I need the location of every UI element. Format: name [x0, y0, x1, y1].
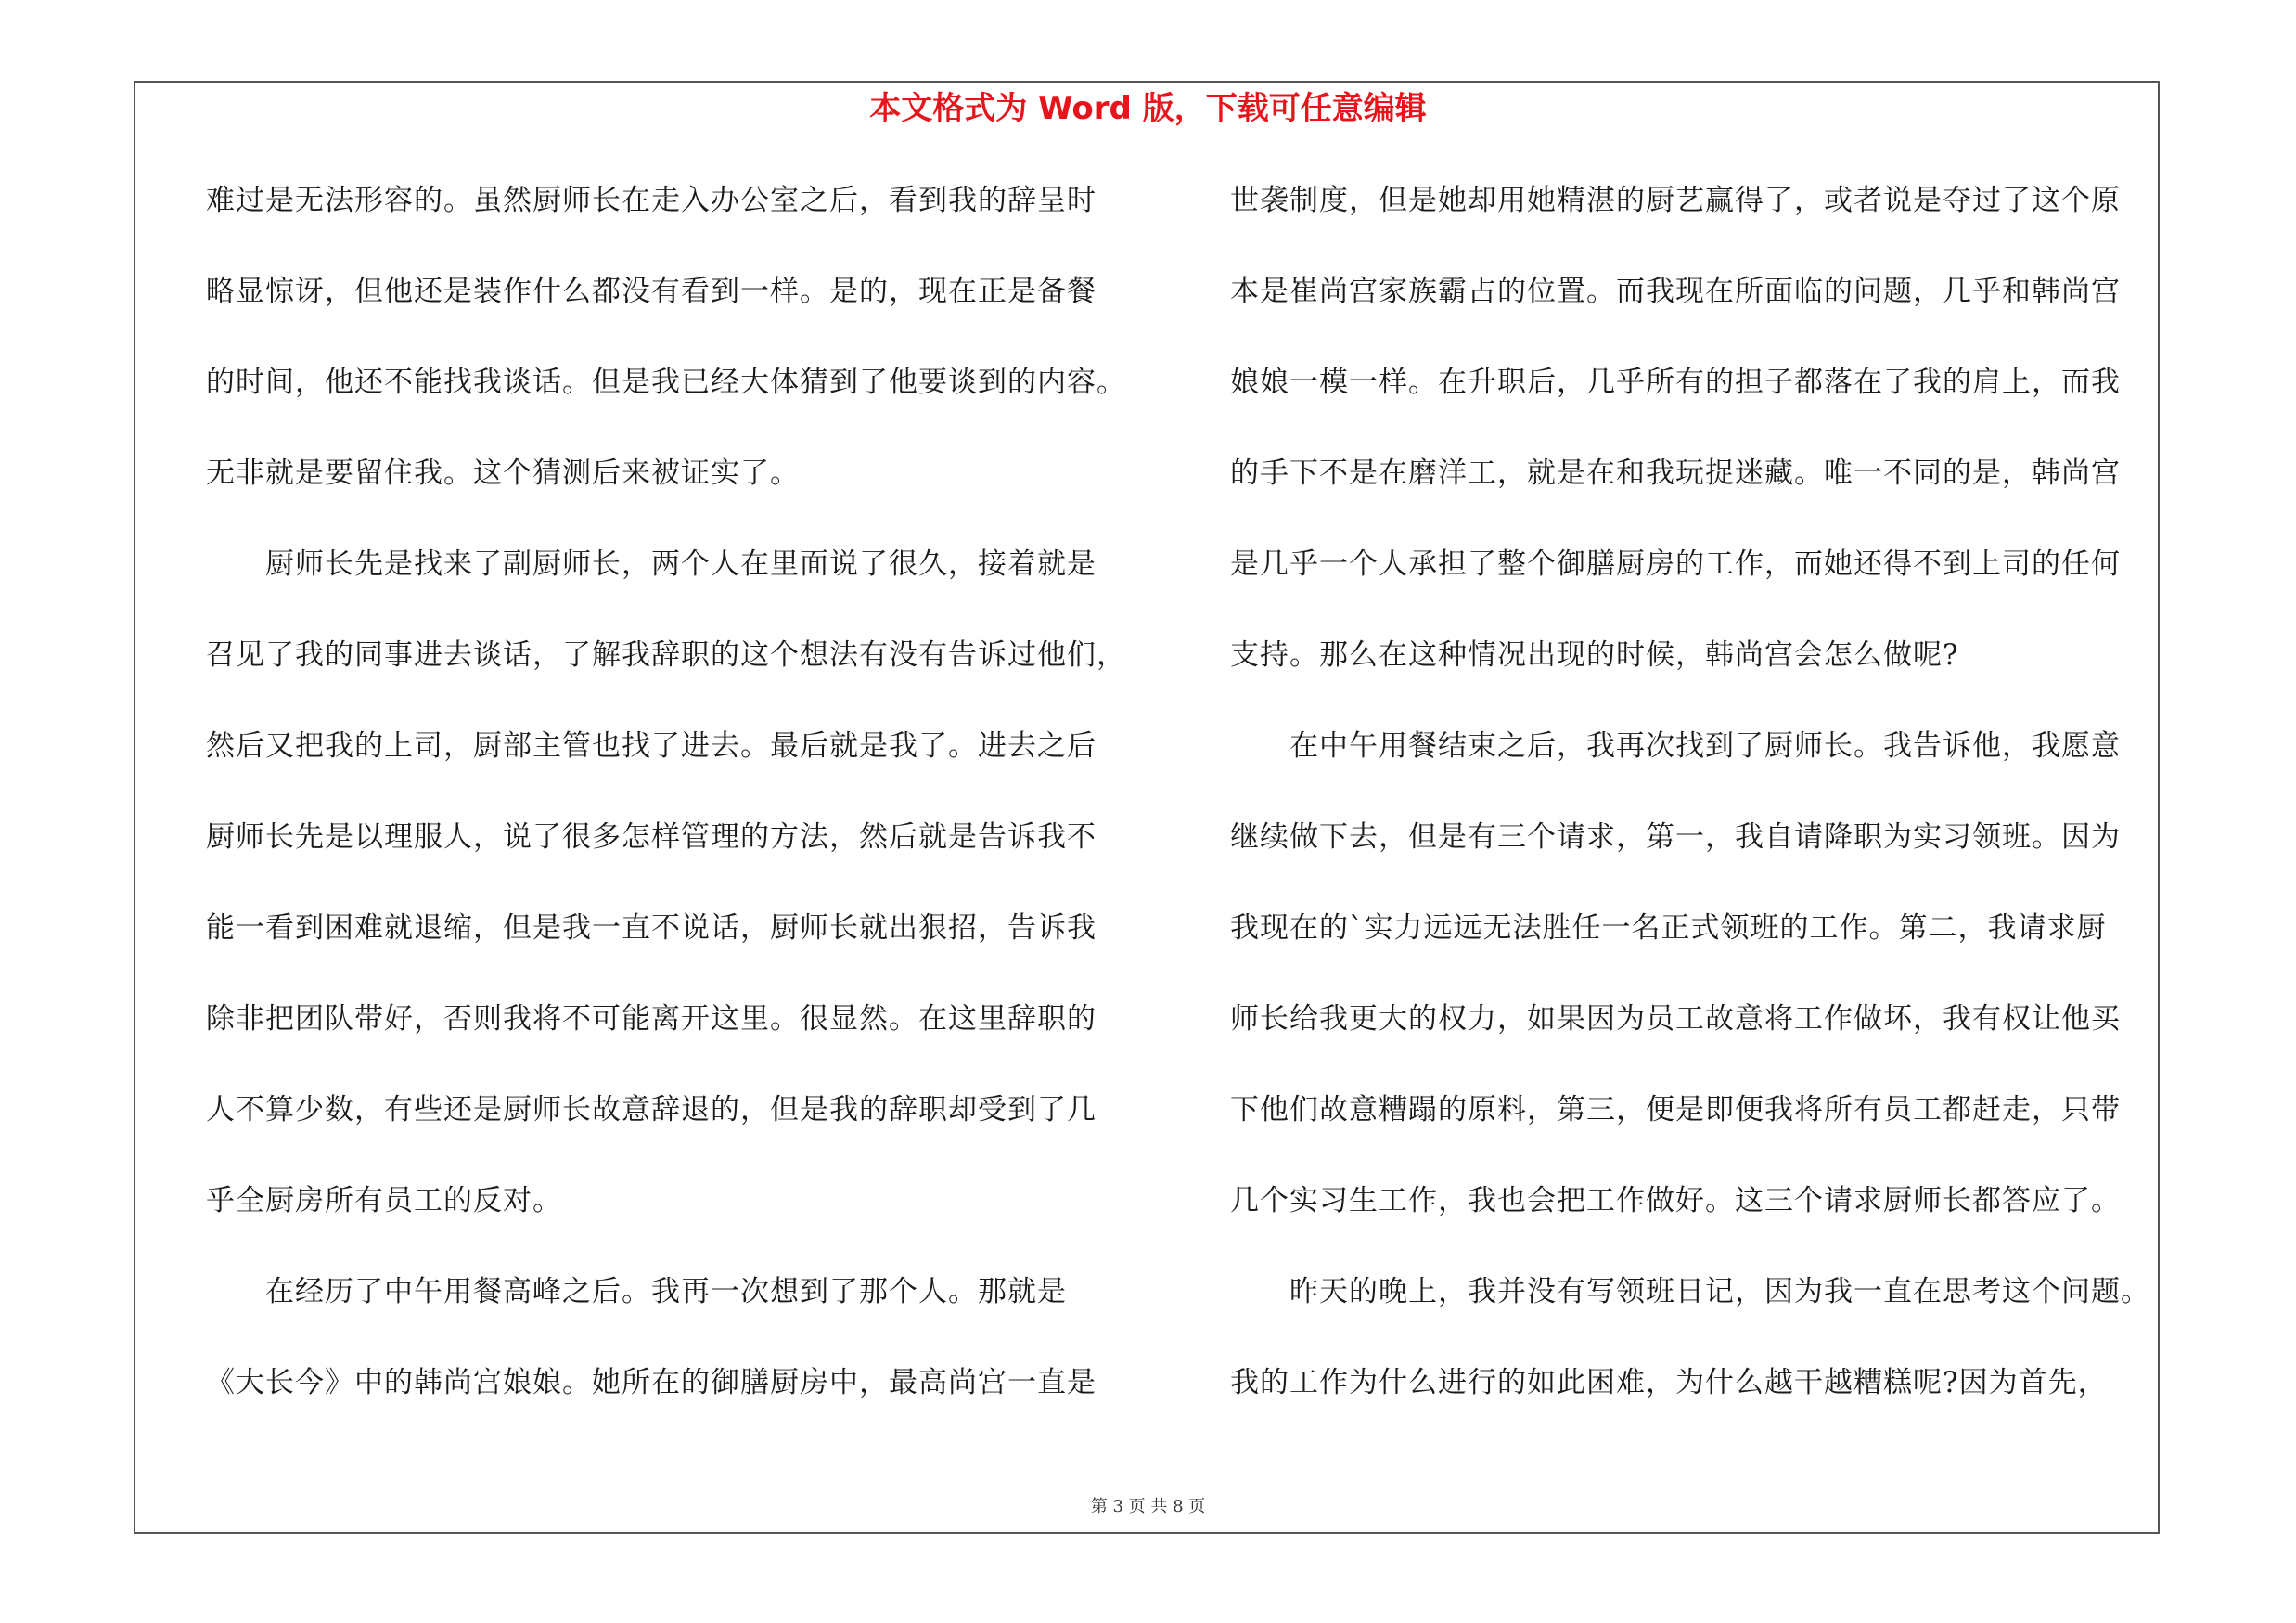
page-number-footer: 第 3 页 共 8 页	[1090, 1497, 1206, 1516]
right-text-column	[1230, 182, 2158, 1455]
text-line: 在中午用餐结束之后，我再次找到了厨师长。我告诉他，我愿意	[1230, 729, 2121, 763]
text-line: 乎全厨房所有员工的反对。	[206, 1184, 562, 1217]
text-line: 除非把团队带好，否则我将不可能离开这里。很显然。在这里辞职的	[206, 1002, 1097, 1036]
text-line: 然后又把我的上司，厨部主管也找了进去。最后就是我了。进去之后	[206, 729, 1097, 763]
text-line: 师长给我更大的权力，如果因为员工故意将工作做坏，我有权让他买	[1230, 1002, 2121, 1036]
text-line: 难过是无法形容的。虽然厨师长在走入办公室之后，看到我的辞呈时	[206, 184, 1097, 217]
text-line: 的手下不是在磨洋工，就是在和我玩捉迷藏。唯一不同的是，韩尚宫	[1230, 457, 2121, 490]
text-line: 的时间，他还不能找我谈话。但是我已经大体猜到了他要谈到的内容。	[206, 366, 1126, 399]
text-line: 几个实习生工作，我也会把工作做好。这三个请求厨师长都答应了。	[1230, 1184, 2121, 1217]
text-line: 人不算少数，有些还是厨师长故意辞退的，但是我的辞职却受到了几	[206, 1093, 1097, 1127]
text-line: 昨天的晚上，我并没有写领班日记，因为我一直在思考这个问题。	[1230, 1275, 2150, 1308]
text-line: 世袭制度，但是她却用她精湛的厨艺赢得了，或者说是夺过了这个原	[1230, 184, 2121, 217]
text-line: 继续做下去，但是有三个请求，第一，我自请降职为实习领班。因为	[1230, 820, 2121, 854]
text-line: 娘娘一模一样。在升职后，几乎所有的担子都落在了我的肩上，而我	[1230, 366, 2121, 399]
text-line: 在经历了中午用餐高峰之后。我再一次想到了那个人。那就是	[206, 1275, 1067, 1308]
left-text-column	[206, 182, 1134, 1455]
text-line: 厨师长先是以理服人，说了很多怎样管理的方法，然后就是告诉我不	[206, 820, 1097, 854]
text-line: 我现在的`实力远远无法胜任一名正式领班的工作。第二，我请求厨	[1230, 911, 2107, 945]
text-line: 支持。那么在这种情况出现的时候，韩尚宫会怎么做呢?	[1230, 638, 1959, 672]
text-line: 召见了我的同事进去谈话，了解我辞职的这个想法有没有告诉过他们，	[206, 638, 1126, 672]
text-line: 下他们故意糟蹋的原料，第三，便是即便我将所有员工都赶走，只带	[1230, 1093, 2121, 1127]
text-line: 本是崔尚宫家族霸占的位置。而我现在所面临的问题，几乎和韩尚宫	[1230, 275, 2121, 308]
document-header: 本文格式为 Word 版，下载可任意编辑	[869, 90, 1427, 127]
text-line: 我的工作为什么进行的如此困难，为什么越干越糟糕呢?因为首先，	[1230, 1366, 2108, 1399]
text-line: 厨师长先是找来了副厨师长，两个人在里面说了很久，接着就是	[206, 547, 1097, 581]
text-line: 《大长今》中的韩尚宫娘娘。她所在的御膳厨房中，最高尚宫一直是	[206, 1366, 1097, 1399]
text-line: 略显惊讶，但他还是装作什么都没有看到一样。是的，现在正是备餐	[206, 275, 1097, 308]
text-line: 能一看到困难就退缩，但是我一直不说话，厨师长就出狠招，告诉我	[206, 911, 1097, 945]
text-line: 是几乎一个人承担了整个御膳厨房的工作，而她还得不到上司的任何	[1230, 547, 2121, 581]
text-line: 无非就是要留住我。这个猜测后来被证实了。	[206, 457, 800, 490]
